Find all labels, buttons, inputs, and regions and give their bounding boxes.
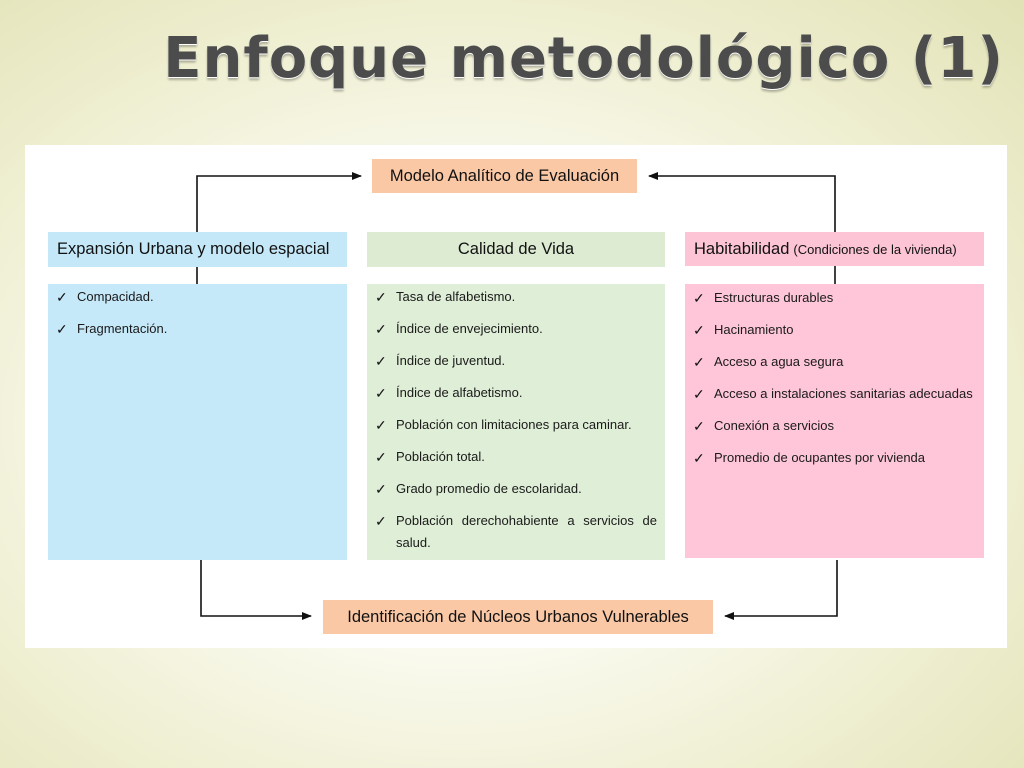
list-item xyxy=(367,414,657,436)
list-item-text: Promedio de ocupantes por vivienda xyxy=(714,450,926,465)
list-item-text: Estructuras durables xyxy=(714,290,834,305)
list-item-text: Fragmentación. xyxy=(77,321,168,336)
list-item xyxy=(685,447,974,469)
header-expansion-urbana xyxy=(48,232,347,267)
top-box-modelo-analitico xyxy=(372,159,637,193)
list-item-text: Acceso a instalaciones sanitarias adecuadas xyxy=(714,386,973,401)
arrow-right-to-top xyxy=(649,176,835,232)
list-item xyxy=(367,286,657,308)
list-item xyxy=(685,415,974,437)
list-item xyxy=(367,510,657,554)
list-item xyxy=(367,478,657,500)
list-item xyxy=(48,286,347,308)
diagram-panel xyxy=(25,145,1007,648)
header-habitabilidad-note: (Condiciones de la vivienda) xyxy=(793,241,957,257)
arrow-right-to-bottom xyxy=(725,560,837,616)
arrow-left-to-top xyxy=(197,176,361,232)
header-calidad-de-vida-label: Calidad de Vida xyxy=(457,240,575,258)
bottom-box-label: Identificación de Núcleos Urbanos Vulnerables xyxy=(347,607,689,626)
list-item-text: Conexión a servicios xyxy=(714,418,834,433)
checkmark-icon: ✓ xyxy=(375,417,387,433)
list-item xyxy=(367,382,657,404)
list-item-text: Índice de envejecimiento. xyxy=(396,321,543,336)
checkmark-icon: ✓ xyxy=(693,290,705,306)
list-item-text: Población con limitaciones para caminar. xyxy=(396,417,632,432)
list-habitabilidad-items xyxy=(685,287,974,469)
list-calidad-de-vida xyxy=(367,284,665,560)
list-item xyxy=(367,446,657,468)
checkmark-icon: ✓ xyxy=(693,322,705,338)
list-item xyxy=(685,319,974,341)
checkmark-icon: ✓ xyxy=(693,418,705,434)
checkmark-icon: ✓ xyxy=(693,354,705,370)
checkmark-icon: ✓ xyxy=(375,289,387,305)
list-item-text: Tasa de alfabetismo. xyxy=(396,289,516,304)
list-item xyxy=(685,287,974,309)
list-item xyxy=(367,350,657,372)
header-expansion-urbana-label: Expansión Urbana y modelo espacial xyxy=(57,240,330,258)
header-calidad-de-vida xyxy=(367,232,665,267)
list-item-text: Acceso a agua segura xyxy=(714,354,844,369)
list-item-text: Índice de juventud. xyxy=(396,353,506,368)
arrow-left-to-bottom xyxy=(201,560,311,616)
list-item xyxy=(48,318,347,340)
list-item-text: Población derechohabiente a servicios de salud. xyxy=(396,513,657,550)
checkmark-icon: ✓ xyxy=(375,481,387,497)
list-item xyxy=(367,318,657,340)
checkmark-icon: ✓ xyxy=(375,449,387,465)
list-item-text: Compacidad. xyxy=(77,289,154,304)
list-item xyxy=(685,383,974,405)
checkmark-icon: ✓ xyxy=(375,353,387,369)
list-item-text: Hacinamiento xyxy=(714,322,794,337)
header-habitabilidad xyxy=(685,232,984,266)
checkmark-icon: ✓ xyxy=(56,289,68,305)
checkmark-icon: ✓ xyxy=(693,386,705,402)
list-expansion-urbana-items xyxy=(48,286,347,340)
checkmark-icon: ✓ xyxy=(375,513,387,529)
checkmark-icon: ✓ xyxy=(56,321,68,337)
slide-title: Enfoque metodológico (1) xyxy=(163,26,1004,91)
list-calidad-de-vida-items xyxy=(367,286,657,554)
list-expansion-urbana xyxy=(48,284,347,560)
top-box-label: Modelo Analítico de Evaluación xyxy=(389,166,620,185)
list-item-text: Grado promedio de escolaridad. xyxy=(396,481,582,496)
checkmark-icon: ✓ xyxy=(375,385,387,401)
list-habitabilidad xyxy=(685,284,984,558)
list-item xyxy=(685,351,974,373)
header-habitabilidad-label: Habitabilidad xyxy=(694,239,790,258)
list-item-text: Población total. xyxy=(396,449,485,464)
list-item-text: Índice de alfabetismo. xyxy=(396,385,523,400)
checkmark-icon: ✓ xyxy=(375,321,387,337)
bottom-box-identificacion xyxy=(323,600,713,634)
checkmark-icon: ✓ xyxy=(693,450,705,466)
